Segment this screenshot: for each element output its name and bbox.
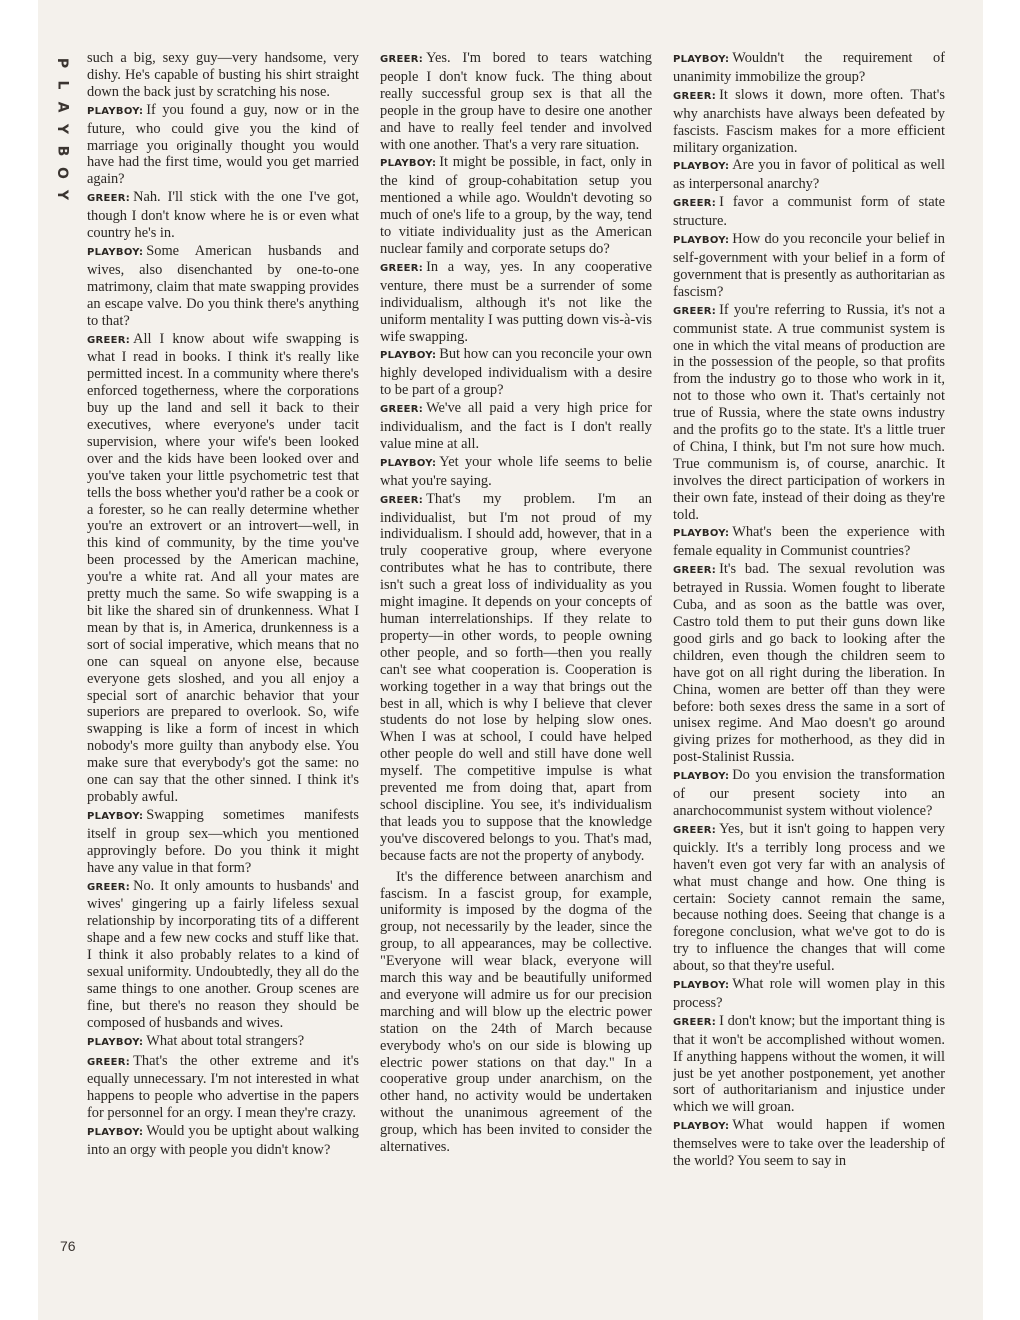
speaker-label: GREER: <box>673 198 717 210</box>
masthead-letter: P <box>53 57 70 69</box>
text-column-3 <box>673 50 945 1260</box>
speaker-label: PLAYBOY: <box>673 235 730 247</box>
paragraph-text: Yes, but it isn't going to happen very quickly. It's a terribly long process and we haven't even got very far with an analysis of what must change and how. One thing is certain: Society cannot remain the same, because nothing does. Seeing that change is a foregone conclusion, what we've got to do is try to influence the changes that will come about, so that they're useful. <box>673 820 945 975</box>
paragraph-text: What about total strangers? <box>146 1032 305 1049</box>
paragraph <box>673 821 945 975</box>
paragraph <box>673 1117 945 1170</box>
paragraph <box>87 807 359 877</box>
text-column-1 <box>87 50 359 1260</box>
speaker-label: PLAYBOY: <box>673 980 730 992</box>
speaker-label: PLAYBOY: <box>87 246 144 258</box>
paragraph <box>673 50 945 86</box>
paragraph <box>87 50 359 101</box>
paragraph <box>380 154 652 257</box>
paragraph-text: What would happen if women themselves were to take over the leadership of the world? You seem to say in <box>673 1117 945 1170</box>
paragraph <box>673 767 945 820</box>
paragraph <box>87 331 359 806</box>
speaker-label: GREER: <box>380 262 424 274</box>
speaker-label: GREER: <box>380 54 424 65</box>
speaker-label: PLAYBOY: <box>87 1036 144 1048</box>
paragraph-text: Wouldn't the requirement of unanimity immobilize the group? <box>673 50 945 85</box>
paragraph <box>87 102 359 189</box>
masthead-vertical <box>52 52 72 206</box>
speaker-label: GREER: <box>673 824 717 836</box>
paragraph-text: Nah. I'll stick with the one I've got, though I don't know where he is or even what country he's in. <box>87 189 359 242</box>
paragraph <box>87 1123 359 1159</box>
paragraph <box>673 231 945 301</box>
paragraph-text: If you're referring to Russia, it's not a communist state. A true communist system is one in which the vital means of production are in the possession of the people, so that profits from the industry go to those who work in it, not to those who own it. That's certainly not true of Russia, where the state owns industry and the profits go to the state. It's a little truer of China, I think, but I'm not sure how much. True communism is, of course, anarchic. It involves the direct participation of workers in their own fate, instead of their doing as they're told. <box>673 301 945 523</box>
paragraph-text: How do you reconcile your belief in self-government with your belief in a form of government that is presently as authoritarian as fascism? <box>673 231 945 300</box>
page-number: 76 <box>60 1238 76 1254</box>
paragraph-text: In a way, yes. In any cooperative venture, there must be a surrender of some individualism, although it's not like the uniform mentality I was putting down vis-à-vis wife swapping. <box>380 258 652 345</box>
masthead-letter: Y <box>53 189 70 201</box>
speaker-label: PLAYBOY: <box>380 158 437 170</box>
paragraph-text: That's the other extreme and it's equally unnecessary. I'm not interested in what happens to people who advertise in the papers for personnel for an orgy. I mean they're crazy. <box>87 1052 359 1122</box>
paragraph-text: It slows it down, more often. That's why anarchists have always been defeated by fascists. Fascism makes for a more efficient military organization. <box>673 86 945 156</box>
speaker-label: GREER: <box>673 305 717 317</box>
masthead-letter: O <box>54 167 70 179</box>
paragraph <box>380 869 652 1156</box>
paragraph <box>673 302 945 524</box>
paragraph <box>673 561 945 766</box>
speaker-label: PLAYBOY: <box>380 350 437 362</box>
text-column-2 <box>380 50 652 1260</box>
speaker-label: GREER: <box>87 193 131 205</box>
paragraph-text: All I know about wife swapping is what I read in books. I think it's really like permitted incest. In a community where there's enforced togetherness, where the corporations buy up the land and sell it back to their executives, where everyone's under tacit supervision, where your wife's been looked over and the kids have been looked over and you've taken your little psychometric test that tells the boss whether you'd rather be a cook or a forester, so he can really determine whether you're an extrovert or an introvert—well, in this kind of community, by the time you've been processed by the American machine, you're a white rat. And all your mates are pretty much the same. So wife swapping is a bit like the shared sin of drunkenness. What I mean by that is, in America, drunkenness is a sort of social imperative, which means that no one can squeal on anyone else, because everyone gets sloshed, and you all enjoy a special sort of anarchic behavior that your superiors are prepared to overlook. So, wife swapping is like a form of incest in which nobody's more guilty than anybody else. You make sure that everybody's got the same: no one can say that the other sinned. I think it's probably awful. <box>87 330 359 805</box>
masthead-letter: L <box>53 80 70 90</box>
paragraph-text: It's the difference between anarchism and fascism. In a fascist group, for example, uniformity is imposed by the dogma of the group, not necessarily by the leader, since the group, to all appearances, may be collective. "Everyone will wear black, everyone will march this way and be beautifully uniformed and everyone will admire us for our precision marching and will blow up the electric power station on the 24th of March because everybody who's on our side is blowing up electric power stations on that day." In a cooperative group under anarchism, on the other hand, no activity would be undertaken without the unanimous agreement of the group, which has been invited to consider the alternatives. <box>380 868 652 1156</box>
paragraph <box>380 346 652 399</box>
paragraph-text: It's bad. The sexual revolution was betrayed in Russia. Women fought to liberate Cuba, and as soon as the battle was over, Castro told them to put their guns down like good girls and go back to looking after the children, even though the children seem to have got on all right during the liberation. In China, women are better off than they were before: both sexes dress the same in a sort of unisex regime. And Mao doesn't go around giving prizes for motherhood, as they did in post-Stalinist Russia. <box>673 561 945 766</box>
paragraph <box>673 976 945 1012</box>
paragraph-text: What's been the experience with female equality in Communist countries? <box>673 524 945 560</box>
speaker-label: GREER: <box>380 494 424 506</box>
speaker-label: GREER: <box>87 1056 131 1068</box>
paragraph-text: No. It only amounts to husbands' and wives' gingering up a fairly lifeless sexual relationship by incorporating tits of a different shape and a few new cocks and stuff like that. I think it also probably relates to a kind of sexual uniformity. Undoubtedly, they all do the same things to one another. Group scenes are fine, but there's no reason they should be composed of husbands and wives. <box>87 877 359 1031</box>
speaker-label: GREER: <box>673 1016 717 1028</box>
paragraph-text: Some American husbands and wives, also disenchanted by one-to-one matrimony, claim that mate swapping provides an escape valve. Do you think there's anything to that? <box>87 242 359 329</box>
paragraph-text: Do you envision the transformation of our present society into an anarchocommunist system without violence? <box>673 767 945 819</box>
speaker-label: GREER: <box>673 565 717 577</box>
paragraph <box>87 189 359 242</box>
paragraph <box>673 87 945 157</box>
paragraph <box>673 1013 945 1116</box>
paragraph-text: I favor a communist form of state structure. <box>673 194 945 230</box>
paragraph <box>673 524 945 560</box>
paragraph-text: Would you be uptight about walking into an orgy with people you didn't know? <box>87 1123 359 1159</box>
paragraph-text: Are you in favor of political as well as interpersonal anarchy? <box>673 157 945 193</box>
paragraph <box>87 1033 359 1052</box>
paragraph <box>380 454 652 490</box>
paragraph <box>673 194 945 230</box>
paragraph-text: Swapping sometimes manifests itself in group sex—which you mentioned approvingly before. Do you think it might have any value in that form? <box>87 806 359 876</box>
paragraph-text: Yes. I'm bored to tears watching people I don't know fuck. The thing about really successful group sex is that all the people in the group have to desire one another and have to really feel tender and involved with one another. That's a very rare situation. <box>380 50 652 153</box>
masthead-letter: Y <box>53 123 70 135</box>
paragraph <box>380 491 652 865</box>
speaker-label: GREER: <box>673 90 717 102</box>
paragraph-text: What role will women play in this process? <box>673 976 945 1011</box>
speaker-label: PLAYBOY: <box>380 457 437 469</box>
speaker-label: PLAYBOY: <box>87 1127 144 1139</box>
speaker-label: PLAYBOY: <box>673 771 730 783</box>
paragraph-text: But how can you reconcile your own highly developed individualism with a desire to be part of a group? <box>380 346 652 399</box>
masthead-letter: A <box>54 101 70 113</box>
paragraph <box>673 157 945 193</box>
paragraph <box>380 50 652 153</box>
speaker-label: PLAYBOY: <box>87 810 144 822</box>
paragraph-text: such a big, sexy guy—very handsome, very dishy. He's capable of busting his shirt straight down the back just by scratching his nose. <box>87 50 359 100</box>
paragraph-text: I don't know; but the important thing is that it won't be accomplished without women. If anything happens without the women, it will just be yet another postponement, yet another sort of authoritarianism and injustice under which we will groan. <box>673 1012 945 1116</box>
speaker-label: PLAYBOY: <box>87 105 144 117</box>
paragraph <box>380 400 652 453</box>
paragraph-text: Yet your whole life seems to belie what you're saying. <box>380 453 652 489</box>
speaker-label: PLAYBOY: <box>673 1121 730 1133</box>
speaker-label: GREER: <box>87 881 131 893</box>
paragraph <box>87 1053 359 1123</box>
paragraph <box>87 243 359 330</box>
speaker-label: PLAYBOY: <box>673 161 730 173</box>
speaker-label: PLAYBOY: <box>673 528 730 540</box>
paragraph-text: It might be possible, in fact, only in the kind of group-cohabitation setup you mentioned a while ago. Wouldn't devoting so much of one's life to a group, by the way, tend to vitiate individuality just as the American nuclear family and corporate setups do? <box>380 154 652 257</box>
speaker-label: GREER: <box>380 404 424 416</box>
masthead-letter: B <box>53 145 70 157</box>
paragraph-text: If you found a guy, now or in the future, who could give you the kind of marriage you originally thought you would have had the first time, would you get married again? <box>87 101 359 188</box>
paragraph-text: That's my problem. I'm an individualist, but I'm not proud of my individualism. I should add, however, that in a truly cooperative group, where everyone contributes what he has to contribute, there isn't such a great loss of individuality as you might imagine. It depends on your concepts of human interrelationships. If they relate to property—in other words, to people owning other people, and so forth—then you really can't see what cooperation is. Cooperation is working together in a way that brings out the best in all, which is why I believe that clever students do not lose by helping slow ones. When I was at school, I could have helped other people do well and still have done well myself. The competitive impulse is what prevented me from doing that, apart from school discipline. You see, it's individualism that leads you to suppose that the knowledge you've discovered belongs to you. That's mad, because facts are not the property of anybody. <box>380 490 652 864</box>
speaker-label: PLAYBOY: <box>673 54 730 65</box>
speaker-label: GREER: <box>87 334 131 346</box>
paragraph <box>380 259 652 346</box>
paragraph <box>87 878 359 1032</box>
paragraph-text: We've all paid a very high price for individualism, and the fact is I don't really value mine at all. <box>380 400 652 452</box>
